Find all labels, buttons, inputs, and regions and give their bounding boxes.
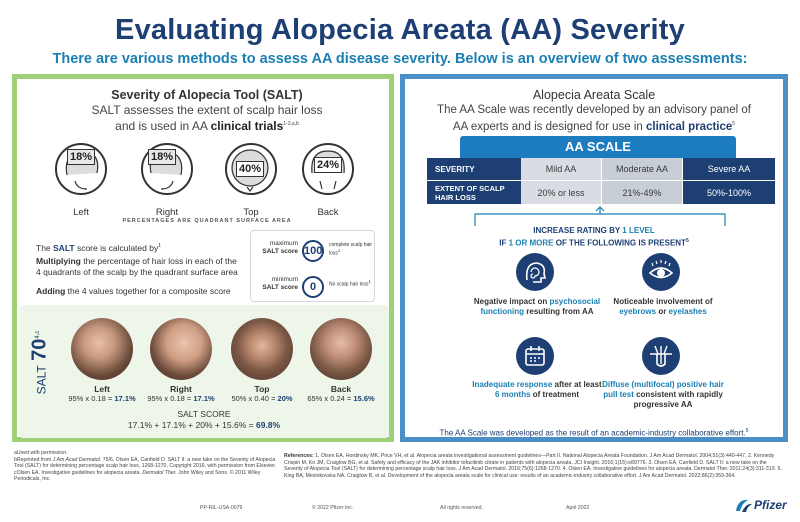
step1-rest: the percentage of hair loss in each of the 4 quadrants of the scalp by the quadrant surface area [36, 256, 238, 277]
max-score-desc [329, 242, 373, 257]
photo-left-result: 17.1% [114, 394, 136, 403]
head-top-pct: 40% [236, 161, 264, 177]
head-spiral-icon [516, 253, 554, 291]
step1-bold: Multiplying [36, 256, 81, 266]
footnote-c-rest: John Wiley and Sons. © 2011 Wiley Periodicals, Inc. [14, 469, 261, 483]
severity-moderate: Moderate AA [602, 158, 682, 180]
crit0-post: resulting from AA [524, 307, 594, 316]
crit1-hl2: eyelashes [668, 307, 707, 316]
scalp-photo-top [231, 318, 293, 380]
aa-desc-bold: clinical practice [646, 120, 733, 133]
calc-pre: The [36, 242, 54, 253]
salt-score-title: SALT SCORE [177, 409, 231, 419]
head-right-pct: 18% [148, 149, 176, 165]
references-label: References: [284, 453, 316, 459]
crit3-post: consistent with rapidly progressive AA [633, 390, 723, 409]
photo-right-calc-text: 95% x 0.18 = [147, 394, 194, 403]
head-top-label: Top [243, 207, 259, 218]
references-text: 1. Olsen EA, Hordinsky MK, Price VH, et al. Alopecia areata investigational assessment guidelines—Part II. National Alopecia Areata Foundation. J Am Acad Dermatol. 2004;51(3):440-447. 2. Kennedy Crispin M, Ko JM, Craiglow BG, et al. Safety and efficacy of the JAK inhibitor tofacitinib citrate in patients with alopecia areata. JCI Insight. 2016;1(15):e89776. 3. Olsen EA, Canfield D. SALT II: a new take on the Severity of Alopecia Tool (SALT) for determining percentage scalp hair loss. J Am Acad Dermatol. 2016;75(6):1268-1270. 4. Olsen EA. Investigative guidelines for alopecia areata. Dermatol Ther. 2011;24(3):311-319. 5. King BA, Mesinkovska NA, Craiglow B, et al. Development of the alopecia areata scale for clinical use: results of an academic-industry collaborative effort. J Am Acad Dermatol. 2022;86(2):359-364. [284, 453, 782, 479]
calc-post: score is calculated by [74, 242, 159, 253]
pfizer-logo-text: Pfizer [754, 498, 787, 512]
footnote-b-pre: bReprinted from [14, 456, 53, 463]
crit2-pre: Inadequate response [472, 380, 553, 389]
hair-follicle-glyph-icon [647, 342, 675, 370]
criterion-hair-pull-test [598, 380, 728, 410]
photo-top-calc-text: 50% x 0.40 = [231, 394, 278, 403]
photo-right-label: Right [170, 384, 192, 394]
min-label [254, 276, 298, 292]
step2-bold: Adding [36, 286, 66, 296]
salt-desc-line1: SALT assesses the extent of scalp hair loss [91, 103, 323, 117]
footnote-b [14, 457, 276, 470]
aa-scale-description [400, 103, 788, 134]
increase-rating-text [400, 226, 788, 249]
max-label [254, 240, 298, 256]
head-back-pct: 24% [314, 157, 342, 173]
min-score-value: 0 [302, 276, 324, 298]
hair-follicle-icon [642, 337, 680, 375]
references [284, 453, 784, 479]
crit0-hl: psychosocial functioning [480, 297, 601, 316]
salt-title: Severity of Alopecia Tool (SALT) [111, 88, 303, 102]
salt-calc-intro [36, 241, 236, 254]
salt-description [12, 103, 402, 133]
aa-footer-text: The AA Scale was developed as the result of an academic-industry collaborative effort. [439, 428, 746, 438]
max-sup: 1 [337, 248, 341, 253]
aa-scale-footer [400, 428, 788, 438]
photo-left-label: Left [94, 384, 110, 394]
salt-desc-line2: and is used in AA [115, 119, 211, 133]
scalp-photo-back [310, 318, 372, 380]
page-title: Evaluating Alopecia Areata (AA) Severity [115, 14, 685, 46]
photo-back-calc [296, 394, 386, 403]
criterion-eyebrows [598, 297, 728, 317]
scalp-photo-left [71, 318, 133, 380]
min-label-text: minimum [271, 276, 298, 283]
head-right-icon [141, 143, 193, 195]
crit1-mid: or [656, 307, 669, 316]
aa-desc-sup: 5 [732, 121, 736, 127]
footnotes-left [14, 450, 276, 483]
photo-left-calc-text: 95% x 0.18 = [68, 394, 115, 403]
salt-step1 [36, 256, 241, 278]
document-code: PP-RIL-USA-0079 [200, 505, 243, 511]
photo-back-label: Back [330, 384, 352, 394]
photo-right-calc [136, 394, 226, 403]
salt-desc-bold: clinical trials [210, 119, 284, 133]
head-back-icon [302, 143, 354, 195]
photo-left-calc [57, 394, 147, 403]
crit1-hl: eyebrows [619, 307, 657, 316]
max-label-text: maximum [269, 240, 298, 247]
extent-moderate: 21%-49% [602, 181, 682, 204]
footnote-b-journal: J Am Acad Dermatol. [52, 456, 102, 463]
footnote-c-journal: Dermatol Ther. [142, 469, 177, 476]
score-result: 69.8% [255, 420, 281, 430]
quadrant-caption: PERCENTAGES ARE QUADRANT SURFACE AREA [122, 218, 292, 224]
photo-back-calc-text: 65% x 0.24 = [307, 394, 354, 403]
severity-severe: Severe AA [683, 158, 775, 180]
calc-sup: 1 [158, 243, 161, 249]
head-left-label: Left [73, 207, 89, 218]
crit3-hl: hair pull test [603, 380, 724, 399]
scalp-photo-right [150, 318, 212, 380]
bracket-arrow-icon [470, 206, 730, 228]
head-left-pct: 18% [67, 149, 95, 165]
increase-sup: 5 [685, 238, 689, 244]
photo-top-calc [217, 394, 307, 403]
min-desc-text: No scalp hair loss [329, 281, 369, 288]
increase-pre: INCREASE RATING BY [533, 226, 623, 235]
eye-icon [642, 253, 680, 291]
side-salt-text: SALT [34, 365, 49, 395]
footnote-b-rest: 75/6, Olsen EA, Canfield D. SALT II: a new take on the Severity of Alopecia Tool (SALT) for determining percentage scalp hair loss, 1268-1270, Copyright 2016, with permission from Elsevier. [14, 456, 276, 470]
crit2-post: of treatment [530, 390, 579, 399]
photo-top-label: Top [254, 384, 270, 394]
max-desc-text: complete scalp hair loss [329, 242, 373, 257]
aa-scale-title: Alopecia Areata Scale [532, 88, 656, 102]
crit0-pre: Negative impact on [473, 297, 550, 306]
min-score-label: SALT score [262, 284, 298, 291]
crit1-pre: Noticeable involvement of [613, 297, 713, 306]
copyright: © 2022 Pfizer Inc. [312, 505, 354, 511]
aa-desc-line2: AA experts and is designed for use in [452, 120, 646, 133]
increase2-pre: IF [499, 238, 509, 248]
salt-step2 [36, 286, 241, 297]
head-back-label: Back [317, 207, 339, 218]
head-left-icon [55, 143, 107, 195]
rights-reserved: All rights reserved. [440, 505, 483, 511]
page-subtitle: There are various methods to assess AA disease severity. Below is an overview of two assessments: [52, 51, 748, 67]
footnote-c [14, 470, 276, 483]
max-score-value: 100 [302, 240, 324, 262]
extent-header: EXTENT OF SCALP HAIR LOSS [427, 181, 521, 204]
photo-right-result: 17.1% [193, 394, 215, 403]
salt-score-calc [19, 420, 389, 430]
eye-glyph-icon [647, 258, 675, 286]
aa-scale-tab: AA SCALE [460, 136, 736, 158]
side-salt-sup: 4,c [35, 330, 42, 339]
increase2-post: OF THE FOLLOWING IS PRESENT [553, 238, 686, 248]
criterion-psychosocial [472, 297, 602, 317]
crit3-pre: Diffuse (multifocal) positive [602, 380, 707, 389]
step2-rest: the 4 values together for a composite score [65, 286, 231, 296]
min-score-desc [329, 279, 373, 288]
aa-desc-line1: The AA Scale was recently developed by an advisory panel of [437, 104, 751, 116]
photo-top-result: 20% [277, 394, 293, 403]
crit2-hl: 6 months [494, 390, 531, 399]
criterion-inadequate-response [472, 380, 602, 400]
extent-severe: 50%-100% [683, 181, 775, 204]
salt-70-side-label [30, 315, 60, 395]
calendar-glyph-icon [521, 342, 549, 370]
head-top-icon [225, 143, 277, 195]
min-sup: 1 [368, 279, 371, 284]
footnote-c-pre: cOlsen EA. Investigative guidelines for alopecia areata. [14, 469, 143, 476]
severity-mild: Mild AA [521, 158, 601, 180]
extent-mild: 20% or less [521, 181, 601, 204]
aa-footer-sup: 5 [745, 428, 749, 434]
increase-hl: 1 LEVEL [622, 226, 655, 235]
head-spiral-glyph-icon [521, 258, 549, 286]
pfizer-logo [734, 497, 792, 515]
photo-back-result: 15.6% [353, 394, 375, 403]
footnote-a: aUsed with permission. [14, 450, 68, 456]
side-salt-num: 70 [28, 338, 51, 361]
crit2-mid: after at least [552, 380, 602, 389]
document-date: April 2022 [566, 505, 590, 511]
severity-header: SEVERITY [427, 158, 521, 180]
head-right-label: Right [155, 207, 179, 218]
score-calc-text: 17.1% + 17.1% + 20% + 15.6% = [127, 420, 256, 430]
max-score-label: SALT score [262, 248, 298, 255]
increase2-hl: 1 OR MORE [508, 238, 554, 248]
calendar-icon [516, 337, 554, 375]
calc-bold: SALT [53, 242, 75, 253]
salt-desc-sup: 1-3,a,b [283, 121, 299, 127]
